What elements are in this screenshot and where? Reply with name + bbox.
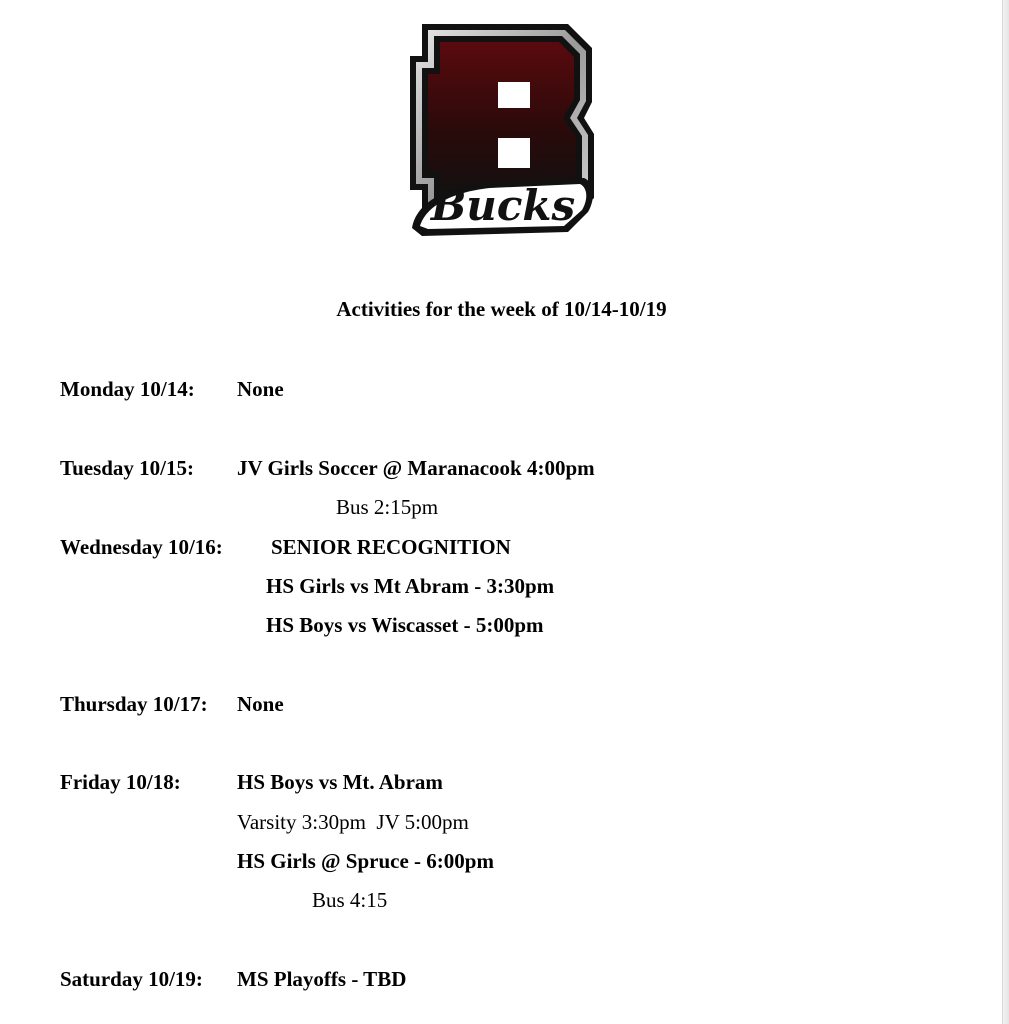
wednesday-activity: HS Girls vs Mt Abram - 3:30pm <box>266 574 555 598</box>
monday-activity: None <box>237 377 284 401</box>
friday-label: Friday 10/18: <box>60 770 181 794</box>
thursday-label: Thursday 10/17: <box>60 692 208 716</box>
tuesday-bus-time: Bus 2:15pm <box>336 495 439 519</box>
tuesday-activity: JV Girls Soccer @ Maranacook 4:00pm <box>237 456 595 480</box>
logo-script-text: Bucks <box>430 181 576 230</box>
page-edge <box>1002 0 1009 1024</box>
friday-activity: HS Girls @ Spruce - 6:00pm <box>237 849 494 873</box>
saturday-label: Saturday 10/19: <box>60 967 203 991</box>
page-title: Activities for the week of 10/14-10/19 <box>336 297 667 321</box>
thursday-activity: None <box>237 692 284 716</box>
wednesday-activity: SENIOR RECOGNITION <box>271 535 511 559</box>
wednesday-label: Wednesday 10/16: <box>60 535 223 559</box>
friday-times: Varsity 3:30pm JV 5:00pm <box>237 810 469 834</box>
saturday-activity: MS Playoffs - TBD <box>237 967 407 991</box>
friday-bus-time: Bus 4:15 <box>312 888 388 912</box>
wednesday-activity: HS Boys vs Wiscasset - 5:00pm <box>266 613 544 637</box>
bucks-logo <box>408 22 598 240</box>
tuesday-label: Tuesday 10/15: <box>60 456 195 480</box>
friday-activity: HS Boys vs Mt. Abram <box>237 770 443 794</box>
monday-label: Monday 10/14: <box>60 377 195 401</box>
